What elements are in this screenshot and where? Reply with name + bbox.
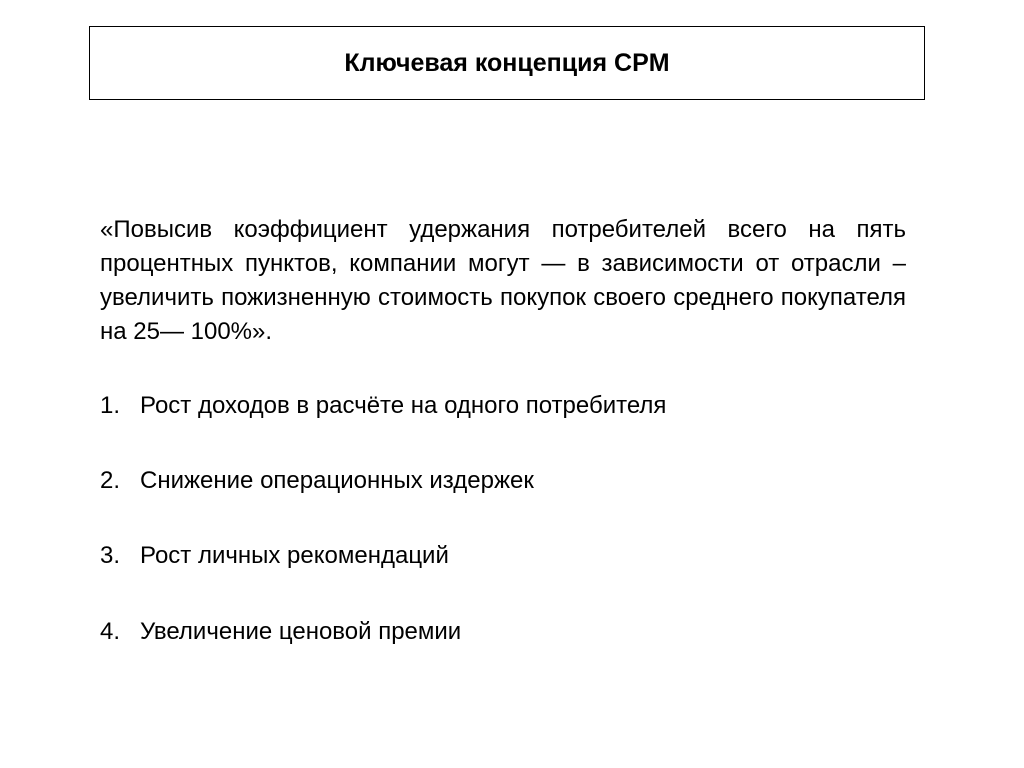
title-box xyxy=(89,26,925,100)
list-text: Снижение операционных издержек xyxy=(140,467,534,494)
list-number: 1. xyxy=(100,392,121,419)
list-number: 4. xyxy=(100,618,121,645)
list-item xyxy=(100,542,449,570)
quote-paragraph: «Повысив коэффициент удержания потребителей всего на пять процентных пунктов, компании могут — в зависимости от отрасли – увеличить пожизненную стоимость покупок своего среднего покупателя на 25— 100%». xyxy=(100,216,906,345)
list-item xyxy=(100,467,534,495)
page-title: Ключевая концепция CPM xyxy=(344,48,670,77)
list-item xyxy=(100,618,461,646)
list-text: Рост доходов в расчёте на одного потребителя xyxy=(140,392,667,419)
list-number: 2. xyxy=(100,467,121,494)
list-text: Рост личных рекомендаций xyxy=(140,542,449,569)
list-text: Увеличение ценовой премии xyxy=(140,618,462,645)
list-number: 3. xyxy=(100,542,121,569)
list-item xyxy=(100,392,666,420)
